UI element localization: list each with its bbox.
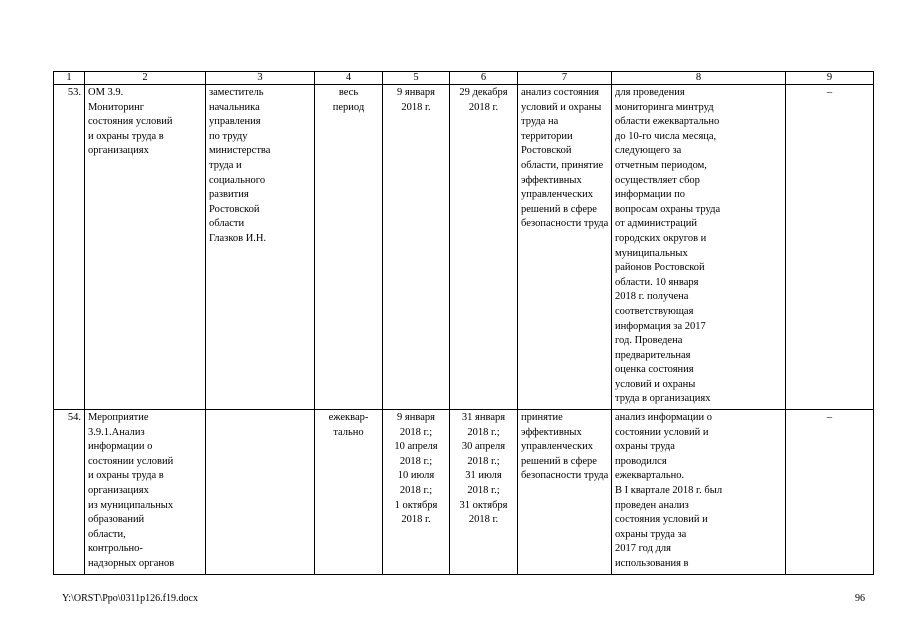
text-line: 2018 г.; <box>467 455 500 467</box>
text-line: 9 января <box>397 87 435 98</box>
text-line: ежеквартально. <box>615 470 685 482</box>
text-line: управленческих <box>521 441 593 453</box>
text-line: использования в <box>615 557 689 569</box>
column-number: 1 <box>54 72 85 85</box>
text-line: осуществляет сбор <box>615 174 700 186</box>
text-line: 29 декабря <box>459 87 508 98</box>
text-line: из муниципальных <box>88 499 174 511</box>
text-line: условий и охраны <box>521 101 602 113</box>
text-line: от администраций <box>615 218 697 230</box>
text-line: охраны труда <box>615 441 675 453</box>
text-line: социального <box>209 174 266 186</box>
note: – <box>786 85 874 410</box>
expected-result <box>518 85 612 410</box>
text-line: 10 апреля <box>394 441 438 453</box>
text-line: безопасности труда <box>521 218 609 230</box>
text-line: городских округов и <box>615 232 707 244</box>
text-line: 3.9.1.Анализ <box>88 426 145 438</box>
start-date <box>383 410 450 575</box>
text-line: 31 января <box>461 412 506 423</box>
text-line: анализ состояния <box>521 87 599 98</box>
implementation-status <box>612 85 786 410</box>
text-line: 30 апреля <box>461 441 506 453</box>
text-line: состоянии условий <box>88 455 174 467</box>
text-line: 2018 г. <box>401 514 431 526</box>
text-line: для проведения <box>615 87 685 98</box>
text-line: 31 октября <box>459 499 508 511</box>
column-number-row <box>54 72 874 85</box>
text-line: Ростовской <box>209 203 260 215</box>
column-number: 2 <box>85 72 206 85</box>
measure-name <box>85 410 206 575</box>
text-line: проведен анализ <box>615 499 689 511</box>
text-line: области, <box>88 528 126 540</box>
table-row <box>54 410 874 575</box>
text-line: состоянии условий и <box>615 426 709 438</box>
text-line: до 10-го числа месяца, <box>615 130 717 142</box>
text-line: 10 июля <box>397 470 435 482</box>
text-line: предварительная <box>615 349 691 361</box>
text-line: Ростовской <box>521 145 572 157</box>
text-line: 2018 г. <box>468 514 499 526</box>
text-line: состояния условий и <box>615 514 708 526</box>
text-line: безопасности труда <box>521 470 609 482</box>
text-line: развития <box>209 189 249 201</box>
text-line: следующего за <box>615 145 682 157</box>
text-line: и охраны труда в <box>88 470 164 482</box>
column-number: 6 <box>450 72 518 85</box>
text-line: 2018 г.; <box>399 484 433 496</box>
text-line: территории <box>521 130 573 142</box>
text-line: оценка состояния <box>615 364 694 376</box>
report-table <box>53 71 874 575</box>
text-line: эффективных <box>521 426 582 438</box>
text-line: решений в сфере <box>521 203 597 215</box>
text-line: состояния условий <box>88 116 173 128</box>
text-line: области. 10 января <box>615 276 699 288</box>
text-line: год. Проведена <box>615 335 683 347</box>
text-line: 2018 г.; <box>467 484 500 496</box>
text-line: министерства <box>209 145 271 157</box>
text-line: труда на <box>521 116 559 128</box>
text-line: надзорных органов <box>88 557 175 569</box>
text-line: информации о <box>88 441 153 453</box>
text-line: 2018 г. <box>401 101 431 113</box>
text-line: 2017 год для <box>615 543 671 555</box>
column-number: 4 <box>315 72 383 85</box>
implementation-status <box>612 410 786 575</box>
file-path: Y:\ORST\Ppo\0311p126.f19.docx <box>62 593 198 604</box>
measure-name <box>85 85 206 410</box>
note: – <box>786 410 874 575</box>
column-number: 7 <box>518 72 612 85</box>
text-line: вопросам охраны труда <box>615 203 721 215</box>
text-line: 2018 г.; <box>399 426 433 438</box>
text-line: 2018 г.; <box>399 455 433 467</box>
text-line: 31 июля <box>465 470 502 482</box>
column-number: 5 <box>383 72 450 85</box>
text-line: проводился <box>615 455 667 467</box>
text-line: муниципальных <box>615 247 688 259</box>
text-line: эффективных <box>521 174 582 186</box>
text-line: 2018 г.; <box>467 426 500 438</box>
text-line: контрольно- <box>88 543 143 555</box>
text-line: 9 января <box>397 412 435 423</box>
text-line: труда и <box>209 159 242 171</box>
text-line: организациях <box>88 145 149 157</box>
responsible-person <box>206 85 315 410</box>
text-line: охраны труда за <box>615 528 687 540</box>
text-line: Мероприятие <box>88 412 149 423</box>
column-number: 8 <box>612 72 786 85</box>
text-line: 1 октября <box>394 499 438 511</box>
text-line: Мониторинг <box>88 101 145 113</box>
text-line: отчетным периодом, <box>615 159 707 171</box>
end-date <box>450 85 518 410</box>
text-line: и охраны труда в <box>88 130 164 142</box>
text-line: образований <box>88 514 145 526</box>
end-date <box>450 410 518 575</box>
text-line: период <box>332 101 365 113</box>
start-date <box>383 85 450 410</box>
text-line: тально <box>333 426 364 438</box>
text-line: информации по <box>615 189 685 201</box>
text-line: анализ информации о <box>615 412 713 423</box>
responsible-person <box>206 410 315 575</box>
text-line: начальника <box>209 101 260 113</box>
text-line: области ежеквартально <box>615 116 720 128</box>
text-line: условий и охраны <box>615 378 696 390</box>
row-number: 53. <box>54 85 85 410</box>
text-line: труда в организациях <box>615 393 711 405</box>
text-line: ежеквар- <box>328 412 369 423</box>
expected-result <box>518 410 612 575</box>
table-row <box>54 85 874 410</box>
text-line: ОМ 3.9. <box>88 87 124 98</box>
text-line: решений в сфере <box>521 455 597 467</box>
text-line: организациях <box>88 484 149 496</box>
text-line: принятие <box>521 412 563 423</box>
text-line: районов Ростовской <box>615 262 705 274</box>
implementation-period <box>315 410 383 575</box>
text-line: управления <box>209 116 261 128</box>
text-line: 2018 г. получена <box>615 291 689 303</box>
column-number: 9 <box>786 72 874 85</box>
text-line: 2018 г. <box>468 101 499 113</box>
text-line: соответствующая <box>615 305 694 317</box>
text-line: области <box>209 218 245 230</box>
text-line: информация за 2017 <box>615 320 706 332</box>
text-line: управленческих <box>521 189 593 201</box>
text-line: весь <box>338 87 359 98</box>
column-number: 3 <box>206 72 315 85</box>
text-line: по труду <box>209 130 248 142</box>
text-line: Глазков И.Н. <box>209 232 267 244</box>
text-line: области, принятие <box>521 159 604 171</box>
text-line: В I квартале 2018 г. был <box>615 484 723 496</box>
row-number: 54. <box>54 410 85 575</box>
page-number: 96 <box>855 593 865 604</box>
text-line: мониторинга минтруд <box>615 101 714 113</box>
implementation-period <box>315 85 383 410</box>
text-line: заместитель <box>209 87 264 98</box>
